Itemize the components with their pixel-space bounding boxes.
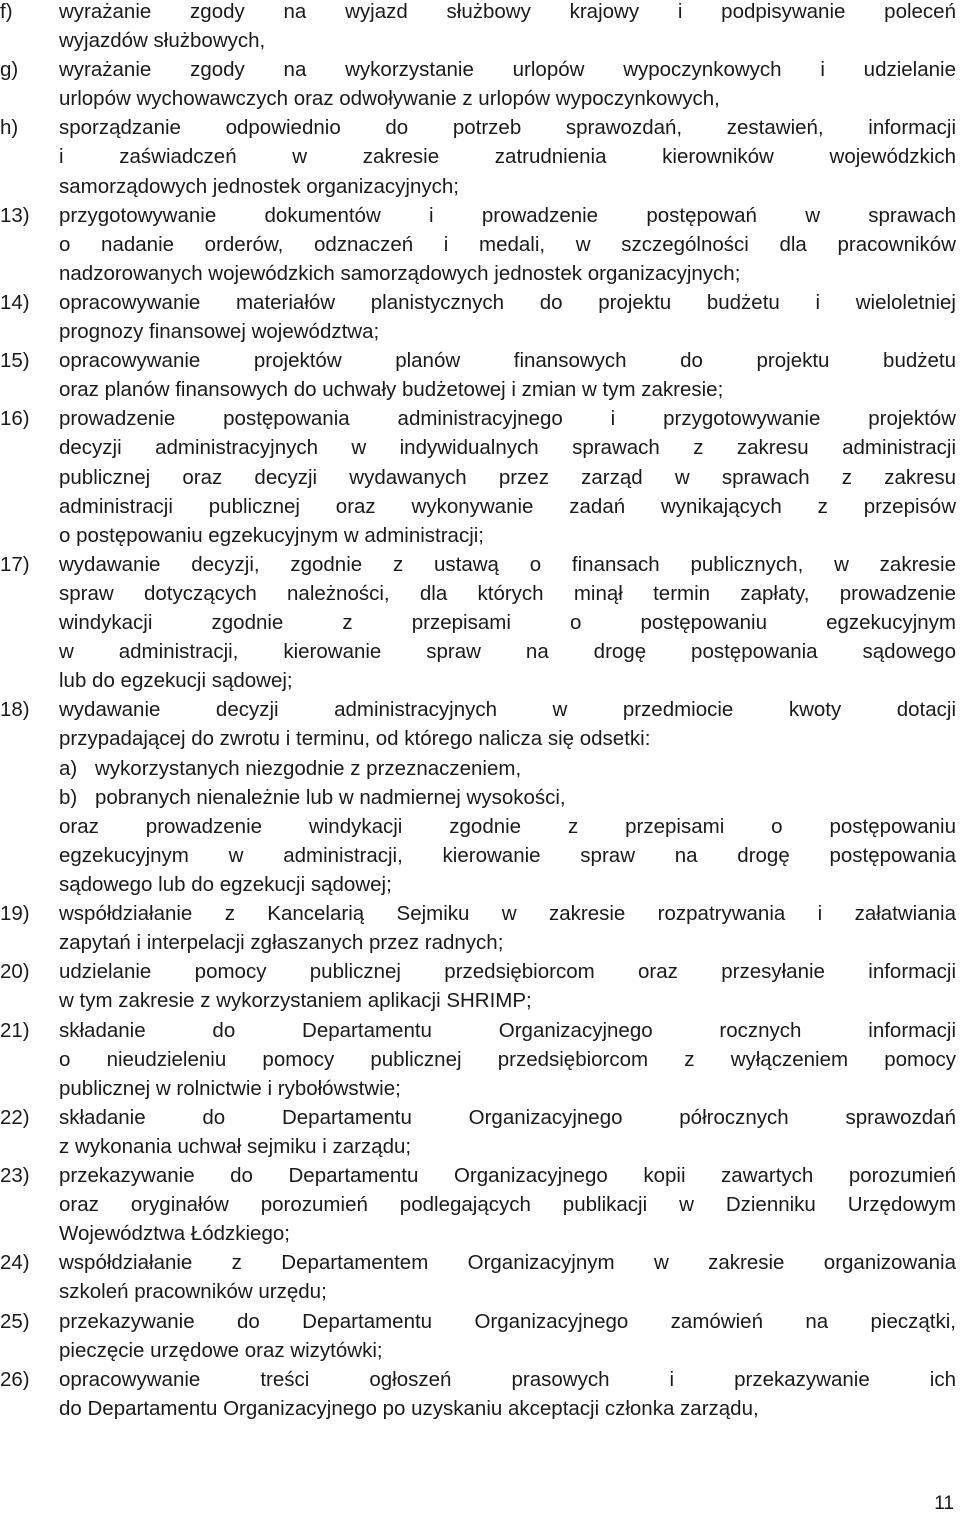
page-number: 11 [934,1493,954,1514]
list-item [0,404,956,549]
text-line: zapytań i interpelacji zgłaszanych przez radnych; [59,931,504,955]
item-text [59,1307,956,1365]
item-number: 15) [0,349,30,373]
text-line: nadzorowanych wojewódzkich samorządowych jednostek organizacyjnych; [59,261,741,285]
item-text [59,695,956,753]
text-line: windykacji zgodnie z przepisami o postępowaniu egzekucyjnym [59,611,956,635]
list-item [0,201,956,288]
text-line: Województwa Łódzkiego; [59,1222,290,1246]
text-line: decyzji administracyjnych w indywidualnych sprawach z zakresu administracji [59,436,956,460]
item-text [59,1248,956,1306]
text-line: przypadającej do zwrotu i terminu, od którego nalicza się odsetki: [59,727,651,751]
list-item [0,0,956,55]
item-number: 20) [0,960,30,984]
item-number: 18) [0,698,30,722]
text-line: opracowywanie treści ogłoszeń prasowych i przekazywanie ich [59,1367,956,1391]
text-line: składanie do Departamentu Organizacyjnego półrocznych sprawozdań [59,1105,956,1129]
list-item [0,695,956,753]
item-number: g) [0,58,19,82]
text-line: w tym zakresie z wykorzystaniem aplikacji SHRIMP; [59,989,532,1013]
list-item [0,1365,956,1423]
text-line: publicznej oraz decyzji wydawanych przez zarząd w sprawach z zakresu [59,465,956,489]
text-line: szkoleń pracowników urzędu; [59,1280,327,1304]
item-number: 14) [0,291,30,314]
item-text [59,201,956,288]
item-text [59,1161,956,1248]
list-item [0,288,956,346]
list-item [0,1161,956,1248]
text-line: opracowywanie materiałów planistycznych do projektu budżetu i wieloletniej [59,291,956,314]
text-line: przekazywanie do Departamentu Organizacyjnego zamówień na pieczątki, [59,1309,956,1333]
item-text [59,0,956,55]
item-text [95,754,956,783]
text-line: prognozy finansowej województwa; [59,320,380,344]
item-number: 25) [0,1309,30,1333]
text-line: udzielanie pomocy publicznej przedsiębiorcom oraz przesyłanie informacji [59,960,956,984]
item-text [59,1103,956,1161]
list-item [0,346,956,404]
text-line: o postępowaniu egzekucyjnym w administracji; [59,523,485,547]
text-line: lub do egzekucji sądowej; [59,669,293,693]
list-item [0,1248,956,1306]
item-number: 13) [0,203,30,227]
item-number: f) [0,0,13,23]
item-text [59,899,956,957]
list-item [0,55,956,113]
text-line: i zaświadczeń w zakresie zatrudnienia kierowników wojewódzkich [59,145,956,169]
list-item [0,1103,956,1161]
text-line: oraz oryginałów porozumień podlegających publikacji w Dzienniku Urzędowym [59,1193,956,1217]
text-line: przekazywanie do Departamentu Organizacyjnego kopii zawartych porozumień [59,1164,956,1187]
text-line: pobranych nienależnie lub w nadmiernej wysokości, [95,785,566,809]
text-line: wyjazdów służbowych, [59,29,266,53]
item-number: 24) [0,1251,30,1275]
text-line: składanie do Departamentu Organizacyjnego rocznych informacji [59,1018,956,1042]
list-item [0,1016,956,1103]
item-number: 23) [0,1164,30,1187]
text-line: współdziałanie z Departamentem Organizacyjnym w zakresie organizowania [59,1251,956,1275]
item-number: 26) [0,1367,30,1391]
item-text [59,113,956,200]
item-text [59,288,956,346]
item-number: 17) [0,552,30,576]
text-line: z wykonania uchwał sejmiku i zarządu; [59,1134,412,1158]
text-line: o nadanie orderów, odznaczeń i medali, w szczególności dla pracowników [59,232,956,256]
text-line: oraz prowadzenie windykacji zgodnie z przepisami o postępowaniu [59,814,956,838]
text-line: opracowywanie projektów planów finansowych do projektu budżetu [59,349,956,373]
text-line: spraw dotyczących należności, dla których minął termin zapłaty, prowadzenie [59,581,956,605]
item-number: 22) [0,1105,30,1129]
text-line: wykorzystanych niezgodnie z przeznaczeniem, [95,756,522,780]
item-text [59,812,956,899]
sub-list-item [0,783,956,812]
text-line: pieczęcie urzędowe oraz wizytówki; [59,1338,383,1362]
list-item [0,1307,956,1365]
text-line: przygotowywanie dokumentów i prowadzenie postępowań w sprawach [59,203,956,227]
text-line: wydawanie decyzji administracyjnych w przedmiocie kwoty dotacji [59,698,956,722]
text-line: wyrażanie zgody na wyjazd służbowy krajowy i podpisywanie poleceń [59,0,956,23]
item-text [59,55,956,113]
text-line: do Departamentu Organizacyjnego po uzyskaniu akceptacji członka zarządu, [59,1396,759,1420]
item-number: h) [0,116,19,140]
item-number: 16) [0,407,30,431]
item-number: 19) [0,902,30,926]
text-line: współdziałanie z Kancelarią Sejmiku w zakresie rozpatrywania i załatwiania [59,902,956,926]
list-item [0,957,956,1015]
text-line: prowadzenie postępowania administracyjnego i przygotowywanie projektów [59,407,956,431]
text-line: wydawanie decyzji, zgodnie z ustawą o finansach publicznych, w zakresie [59,552,956,576]
list-item [0,550,956,695]
item-text [59,550,956,695]
sub-list-item [0,754,956,783]
list-item [0,899,956,957]
text-line: oraz planów finansowych do uchwały budżetowej i zmian w tym zakresie; [59,378,724,402]
text-line: w administracji, kierowanie spraw na drogę postępowania sądowego [59,640,956,664]
item-number: b) [59,785,78,809]
text-line: o nieudzieleniu pomocy publicznej przedsiębiorcom z wyłączeniem pomocy [59,1047,956,1071]
text-line: sporządzanie odpowiednio do potrzeb sprawozdań, zestawień, informacji [59,116,956,140]
list-item [0,812,956,899]
item-text [59,346,956,404]
text-line: egzekucyjnym w administracji, kierowanie spraw na drogę postępowania [59,843,956,867]
item-number: a) [59,756,78,780]
text-line: samorządowych jednostek organizacyjnych; [59,174,459,198]
item-text [59,404,956,549]
item-text [59,1016,956,1103]
item-text [59,1365,956,1423]
text-line: urlopów wychowawczych oraz odwoływanie z urlopów wypoczynkowych, [59,87,720,111]
text-line: publicznej w rolnictwie i rybołówstwie; [59,1076,401,1100]
text-line: wyrażanie zgody na wykorzystanie urlopów wypoczynkowych i udzielanie [59,58,956,82]
item-text [59,957,956,1015]
text-line: sądowego lub do egzekucji sądowej; [59,872,392,896]
text-line: administracji publicznej oraz wykonywanie zadań wynikających z przepisów [59,494,956,518]
item-number: 21) [0,1018,30,1042]
item-text [95,783,956,812]
list-item [0,113,956,200]
